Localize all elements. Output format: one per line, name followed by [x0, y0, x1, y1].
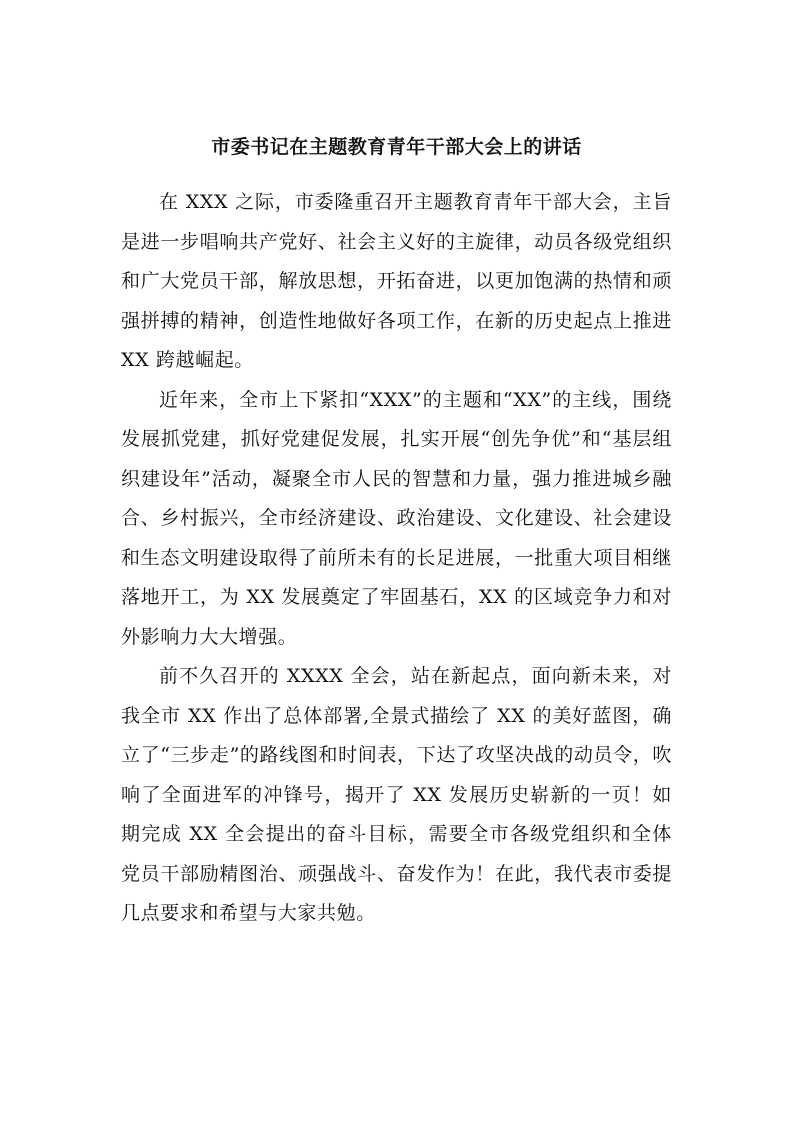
document-body — [121, 183, 672, 934]
paragraph: 在 XXX 之际，市委隆重召开主题教育青年干部大会，主旨是进一步唱响共产党好、社会主义好的主旋律，动员各级党组织和广大党员干部，解放思想，开拓奋进，以更加饱满的热情和顽强拼搏的精神，创造性地做好各项工作，在新的历史起点上推进 XX 跨越崛起。 — [121, 191, 672, 371]
paragraph: 前不久召开的 XXXX 全会，站在新起点，面向新未来，对我全市 XX 作出了总体部署,全景式描绘了 XX 的美好蓝图，确立了“三步走”的路线图和时间表，下达了攻坚决战的动员令，吹响了全面进军的冲锋号，揭开了 XX 发展历史崭新的一页！如期完成 XX 全会提出的奋斗目标，需要全市各级党组织和全体党员干部励精图治、顽强战斗、奋发作为！在此，我代表市委提几点要求和希望与大家共勉。 — [121, 665, 672, 924]
document-title: 市委书记在主题教育青年干部大会上的讲话 — [211, 136, 582, 158]
paragraph: 近年来，全市上下紧扣“XXX”的主题和“XX”的主线，围绕发展抓党建，抓好党建促发展，扎实开展“创先争优”和“基层组织建设年”活动，凝聚全市人民的智慧和力量，强力推进城乡融合、乡村振兴，全市经济建设、政治建设、文化建设、社会建设和生态文明建设取得了前所未有的长足进展，一批重大项目相继落地开工，为 XX 发展奠定了牢固基石，XX 的区域竞争力和对外影响力大大增强。 — [121, 388, 672, 648]
